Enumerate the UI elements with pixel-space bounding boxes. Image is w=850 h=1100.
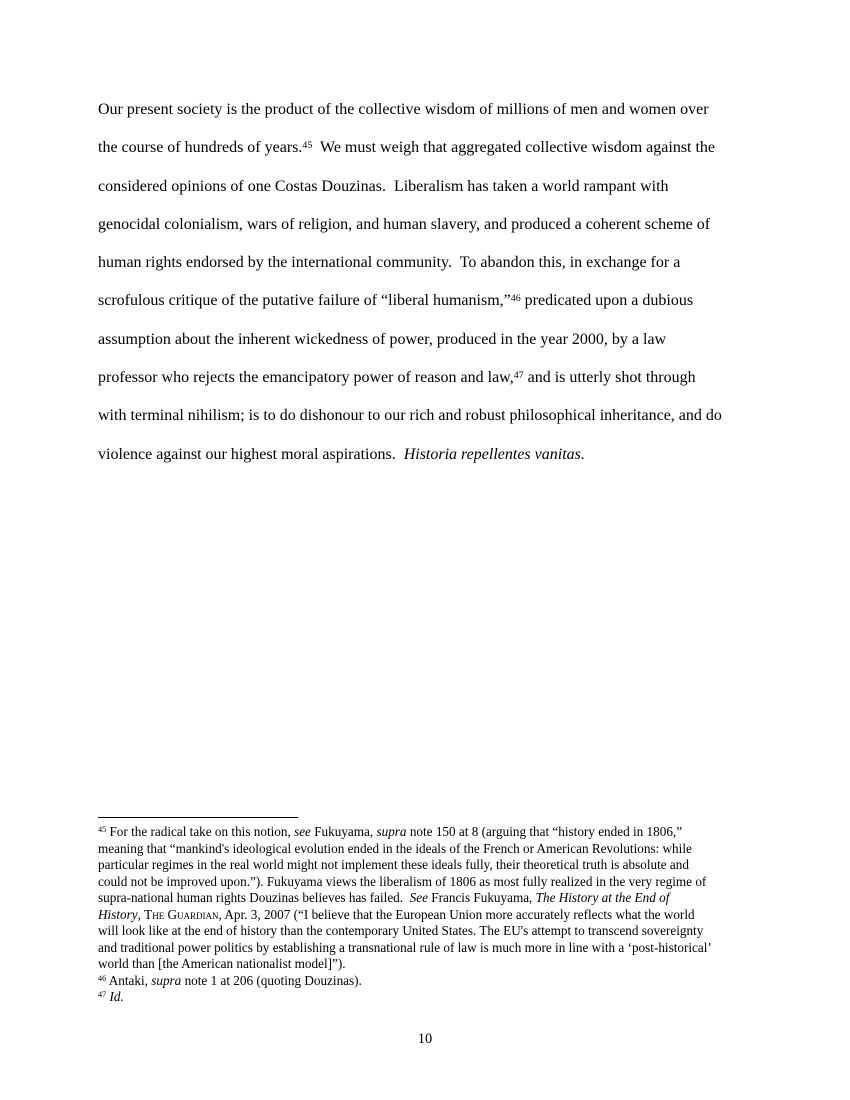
text-line	[98, 91, 788, 129]
text-segment: with terminal nihilism; is to do dishonour to our rich and robust philosophical inheritance, and do	[98, 407, 722, 425]
text-line	[98, 282, 788, 320]
text-line	[98, 989, 798, 1006]
text-line	[98, 824, 798, 841]
footnote-reference: 45	[302, 139, 313, 151]
text-segment: particular regimes in the real world might not implement these ideals fully, their theoretical truth is absolute and	[98, 857, 689, 872]
text-segment: , Apr. 3, 2007 (“I believe that the European Union more accurately reflects what the world	[218, 906, 695, 922]
text-segment: and is utterly shot through	[523, 369, 696, 387]
text-segment: Historia repellentes vanitas.	[403, 445, 585, 463]
text-segment: scrofulous critique of the putative failure of “liberal humanism,”	[98, 292, 511, 310]
text-segment: The Guardian	[144, 906, 219, 922]
page-number: 10	[417, 1031, 433, 1047]
text-line	[98, 907, 798, 924]
text-segment: note 150 at 8 (arguing that “history ended in 1806,”	[406, 824, 683, 839]
text-segment: meaning that “mankind's ideological evolution ended in the ideals of the French or American Revolutions: while	[98, 840, 692, 856]
text-segment: supra	[376, 824, 407, 839]
text-line	[98, 841, 798, 858]
text-line	[98, 168, 788, 206]
text-line	[98, 206, 788, 244]
text-line	[98, 973, 798, 990]
footnote-reference: 47	[98, 990, 107, 1000]
text-segment: Our present society is the product of the collective wisdom of millions of men and women over	[98, 101, 709, 118]
text-line	[98, 874, 798, 891]
text-line	[98, 940, 798, 957]
text-segment: predicated upon a dubious	[520, 292, 694, 310]
text-segment: see	[294, 824, 311, 839]
text-segment: world than [the American nationalist model]”).	[98, 956, 346, 971]
text-segment: Fukuyama,	[310, 824, 377, 839]
text-segment: supra	[151, 972, 182, 988]
text-line	[98, 129, 788, 167]
footnote-separator-rule	[98, 817, 298, 818]
text-line	[98, 923, 798, 940]
text-line	[98, 397, 788, 435]
text-segment: considered opinions of one Costas Douzinas. Liberalism has taken a world rampant with	[98, 177, 669, 195]
body-paragraph	[98, 91, 788, 474]
text-segment: We must weigh that aggregated collective wisdom against the	[312, 139, 716, 157]
footnote-reference: 45	[98, 825, 107, 835]
text-segment: ,	[137, 906, 145, 922]
text-line	[98, 359, 788, 397]
text-segment: Francis Fukuyama,	[427, 890, 536, 905]
text-segment: The History at the End of	[535, 890, 670, 905]
text-segment: Antaki,	[106, 972, 152, 988]
text-segment: professor who rejects the emancipatory power of reason and law,	[98, 369, 514, 387]
text-segment: will look like at the end of history than the contemporary United States. The EU's attempt to transcend sovereignty	[98, 923, 704, 938]
text-segment: For the radical take on this notion,	[106, 824, 295, 839]
text-line	[98, 436, 788, 474]
text-segment: supra-national human rights Douzinas believes has failed.	[98, 890, 410, 905]
text-segment: genocidal colonialism, wars of religion, and human slavery, and produced a coherent scheme of	[98, 215, 711, 233]
text-segment: assumption about the inherent wickedness of power, produced in the year 2000, by a law	[98, 330, 667, 348]
footnote-reference: 46	[510, 293, 521, 305]
text-line	[98, 890, 798, 907]
text-segment: human rights endorsed by the international community. To abandon this, in exchange for a	[98, 254, 681, 272]
text-line	[98, 321, 788, 359]
text-segment: History	[98, 906, 138, 922]
text-line	[98, 956, 798, 973]
text-segment: could not be improved upon.”). Fukuyama views the liberalism of 1806 as most fully realized in the very regime of	[98, 873, 707, 889]
text-segment: note 1 at 206 (quoting Douzinas).	[181, 972, 362, 988]
text-line	[98, 244, 788, 282]
footnote-reference: 47	[513, 369, 524, 381]
text-segment: and traditional power politics by establishing a transnational rule of law is much more in line with a ‘post-historical’	[98, 939, 712, 955]
footnotes-section	[98, 824, 798, 1006]
text-segment: See	[409, 890, 428, 905]
footnote-reference: 46	[98, 973, 107, 983]
text-segment: the course of hundreds of years.	[98, 139, 303, 157]
text-line	[98, 857, 798, 874]
text-segment: violence against our highest moral aspirations.	[98, 445, 404, 463]
text-segment: Id.	[109, 989, 124, 1004]
